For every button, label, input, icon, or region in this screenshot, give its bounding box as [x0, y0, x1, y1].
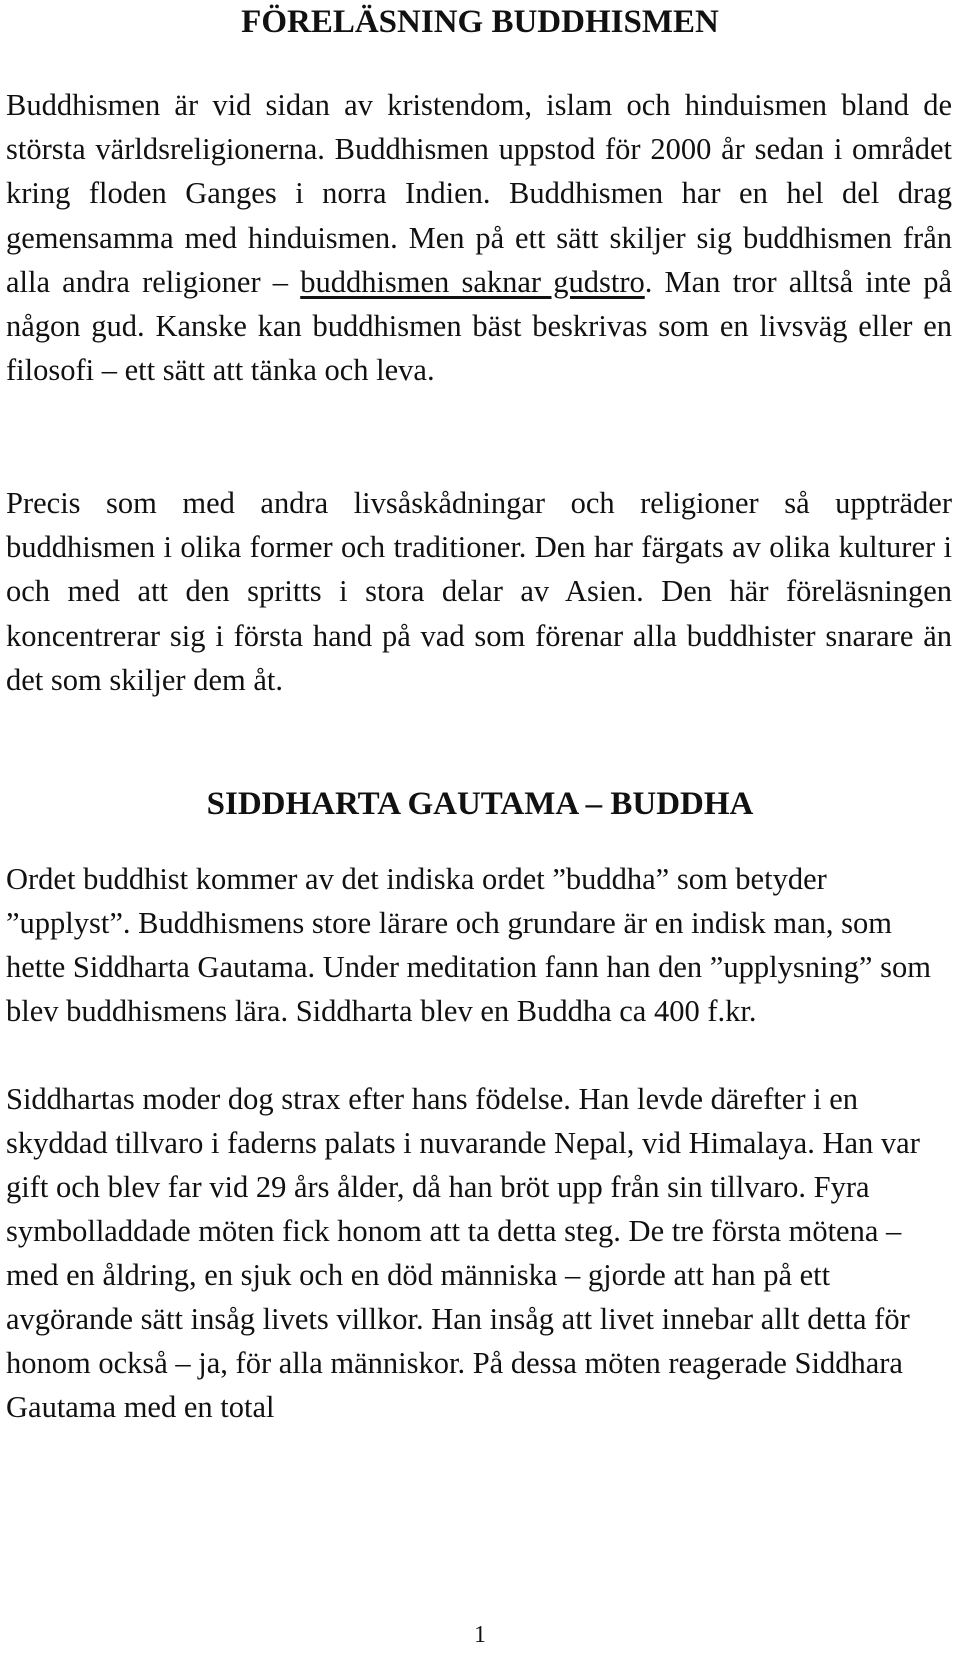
document-title: FÖRELÄSNING BUDDHISMEN: [241, 4, 719, 40]
intro-paragraph: [6, 83, 952, 392]
paragraph-siddharta-life: Siddhartas moder dog strax efter hans födelse. Han levde därefter i en skyddad tillvaro i faderns palats i nuvarande Nepal, vid Himalaya. Han var gift och blev far vid 29 års ålder, då han bröt upp från sin tillvaro. Fyra symbolladdade möten fick honom att ta detta steg. De tre första mötena – med en åldring, en sjuk och en död människa – gjorde att han på ett avgörande sätt insåg livets villkor. Han insåg att livet innebar allt detta för honom också – ja, för alla människor. På dessa möten reagerade Siddhara Gautama med en total: [6, 1082, 920, 1424]
section-heading: SIDDHARTA GAUTAMA – BUDDHA: [206, 786, 754, 822]
page-number: 1: [474, 1622, 486, 1648]
paragraph-buddha-origin: Ordet buddhist kommer av det indiska ordet ”buddha” som betyder ”upplyst”. Buddhismens store lärare och grundare är en indisk man, som hette Siddharta Gautama. Under meditation fann han den ”upplysning” som blev buddhismens lära. Siddharta blev en Buddha ca 400 f.kr.: [6, 862, 931, 1028]
paragraph-traditions: Precis som med andra livsåskådningar och religioner så uppträder buddhismen i olika former och traditioner. Den har färgats av olika kulturer i och med att den spritts i stora delar av Asien. Den här föreläsningen koncentrerar sig i första hand på vad som förenar alla buddhister snarare än det som skiljer dem åt.: [6, 486, 952, 697]
intro-text-part2: . Man tror alltså inte på någon gud. Kanske kan buddhismen bäst beskrivas som en livsväg eller en filosofi – ett sätt att tänka och leva.: [6, 264, 952, 388]
intro-underlined-phrase: buddhismen saknar gudstro: [300, 264, 645, 299]
intro-text-part1: Buddhismen är vid sidan av kristendom, islam och hinduismen bland de största världsreligionerna. Buddhismen uppstod för 2000 år sedan i området kring floden Ganges i norra Indien. Buddhismen har en hel del drag gemensamma med hinduismen. Men på ett sätt skiljer sig buddhismen från alla andra religioner –: [6, 88, 952, 299]
